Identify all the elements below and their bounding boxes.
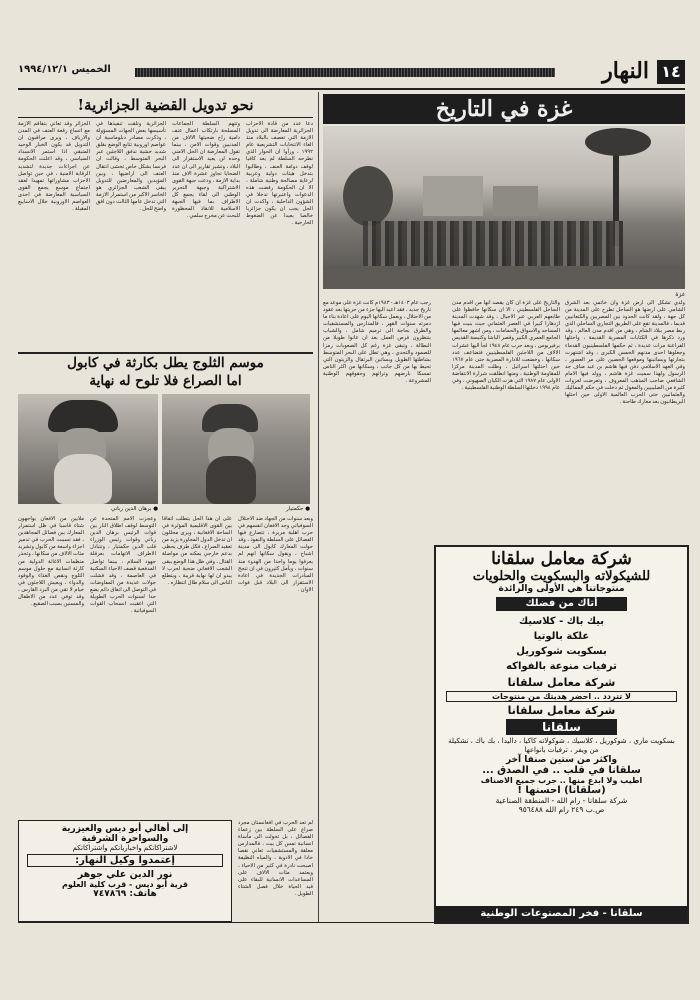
kabul-col-3: على ان هذا الحل يتطلب اتفاقا بين القوى الاقليمية المؤثرة في الساحة الافغانية ، ويرى محللون ان تدخل الدول المجاورة يزيد من تعقيد الصراع ، فكل طرف يحظى بدعم خارجي يمكنه من مواصلة القتال ، وفي ظل هذا الوضع يبقى الشعب الافغاني ضحية لحرب لا يبدو ان لها نهاية قريبة ، ويتطلع الناس الى سلام طال انتظاره . (162, 516, 232, 586)
gaza-header (323, 94, 685, 124)
gaza-col-2: والتاريخ على غزة ان كان يقصد انها من اقدم مدن الساحل الفلسطيني ، الا ان سكانها حافظوا على طابعهم العربي عبر الاجيال ، وقد شهدت المدينة ازدهارا كبيرا في العصر العثماني حيث بنيت فيها المساجد والاسواق والحمامات ، ومن اشهر معالمها الجامع العمري الكبير وقصر الباشا وكنيسة القديس برفيريوس ، وبعد حرب عام ١٩٤٨ لجأ اليها عشرات الالاف من اللاجئين الفلسطينيين فتضاعف عدد سكانها ، وخضعت للادارة المصرية حتى عام ١٩٦٧ حين احتلتها اسرائيل ، وظلت المدينة مركزا للمقاومة الوطنية ، ومنها انطلقت شرارة الانتفاضة الاولى عام ١٩٨٧ التي هزت الكيان الصهيوني ، وفي عام ١٩٩٤ دخلتها السلطة الوطنية الفلسطينية . (452, 300, 560, 392)
ad-slogan-2: (سلقانا) احسنها ! (517, 785, 606, 796)
ad-dont-hesitate: لا تتردد .. احضر هديتك من منتوجات (446, 691, 677, 702)
agent-line-2: والسواحرة الشرقية (81, 834, 169, 844)
building-2 (493, 186, 538, 216)
kabul-photo-1-caption: ● حكمتيار (286, 506, 310, 512)
agent-place: قرية أبو ديس - قرب كلية العلوم (62, 880, 188, 889)
column-divider (318, 92, 319, 922)
ad-sixty-line: واكثر من ستين صنفا آخر (505, 755, 618, 765)
palm-fronds (585, 128, 651, 156)
ad-try-line: اطيب ولا ابدع منها .. جرب جميع الاصناف (480, 776, 643, 785)
agent-line-1: إلى أهالي أبو ديس والعيزرية (61, 824, 189, 834)
ad-slogan: سلقانا في قلب .. في الصدق ... (482, 765, 641, 776)
road (323, 266, 685, 289)
agent-name: نور الدين علي جوهر (77, 869, 173, 880)
algeria-col-2: وتتهم السلطة الجماعات المسلحة بارتكاب اعمال عنف دامية راح ضحيتها الالاف من المدنيين وقوات الامن ، بينما تقول المعارضة ان الحل الامني وحده لن يعيد الاستقرار الى البلاد ، وتشير تقارير الى ان عدد الضحايا تجاوز عشرة الاف منذ بداية الازمة ، ودعت جبهة القوى الاشتراكية وجبهة التحرير الوطني الى لقاء يجمع كل الاطراف بما فيها الجبهة الاسلامية للانقاذ المحظورة للبحث عن مخرج سلمي . (172, 121, 240, 220)
algeria-col-4: الجزائر وقد تعاني بتفاقم الازمة مع اتساع رقعة العنف في المدن والارياف ، ويرى مراقبون ان التدويل قد يكون الخيار الوحيد المتبقي اذا استمر الانسداد السياسي ، وقد اعلنت الحكومة عن اجراءات جديدة لتشديد الرقابة الامنية ، في حين تواصل الاحزاب مشاوراتها تمهيدا لعقد اجتماع موسع يجمع القوى السياسية المعارضة في احدى العواصم الاوروبية خلال الاسابيع المقبلة . (18, 121, 90, 213)
ad-phone: ص.ب ٢٤٩ رام الله ٩٥٦٤٨٨ (518, 805, 605, 814)
agent-phone: هاتف: ٧٤٧٨٦٩ (93, 889, 157, 899)
ad-item-4: ترفيات منوعة بالفواكه (506, 661, 617, 672)
ad-product-list: بسكويت ماري ، شوكوريل ، كلاسيك ، شوكولاته كاكيا ، داليدا ، بك باك ، تشكيلة من ويفر ، ترفيات بانواعها (448, 737, 675, 754)
ad-banner: أتاك من فضلك (496, 597, 627, 611)
page-number: ١٤ (661, 62, 681, 81)
gaza-col-1: ولدي تشكل الى أرض غزة وان خاتمي بعد الشرق الشامي على ارضها هو الساحل تطرح على المدينة من كل جهة ، ولقد كانت الحدود بين المصريين والكنعانيين قديما ، فالمدينة تقع على الطريق التجاري الساحلي الذي ربط مصر ببلاد الشام ، وهي من اقدم مدن العالم ، وقد ورد ذكرها في الكتابات المصرية القديمة ، واحتلها الفراعنة مرات عديدة ، ثم حكمها الفلسطينيون القدماء وجعلوها احدى مدنهم الخمس الكبرى ، وقد اشتهرت بتجارتها وبساتينها وموقعها الحصين على مر العصور ، وفي العهد الاسلامي دفن فيها هاشم بن عبد مناف جد الرسول ولهذا سميت غزة هاشم ، وولد فيها الامام الشافعي صاحب المذهب المعروف ، وتعرضت لغزوات كثيرة من الصليبيين والمغول ثم دخلت في حكم المماليك والعثمانيين حتى الحرب العالمية الاولى حين احتلها البريطانيون بعد معارك طاحنة . (565, 300, 685, 406)
ad-tagline: منتوجاتنا هي الأولى والرائدة (498, 584, 625, 594)
issue-date: الخميس ١٩٩٤/١٢/١ (18, 64, 111, 75)
gaza-photo-caption: غزة (675, 291, 685, 298)
ad-company-repeat: شركة معامل سلقانا (507, 676, 616, 689)
kabul-col-5: لم تعد الحرب في افغانستان مجرد صراع على السلطة بين زعماء الفصائل ، بل تحولت الى مأساة انسانية تمس كل بيت ، فالمدارس مغلقة والمستشفيات تعاني نقصا حادا في الادوية ، والمياه النظيفة اصبحت نادرة في كثير من الاحياء ، ويعتمد مئات الالاف على المساعدات الانسانية للبقاء على قيد الحياة خلال فصل الشتاء الطويل . (238, 820, 313, 897)
ad-item-3: بسكويت شوكوريل (516, 646, 607, 657)
paper-name: النهار (602, 58, 649, 84)
agent-ad (18, 820, 232, 922)
ad-footer: سلقانا - فخر المصنوعات الوطنية (436, 906, 687, 922)
gaza-col-3: رجب عام ١٤٠٣هـ - ١٩٨٣م كانت غزة على موعد مع تاريخ جديد ، فقد اعيد اليها جزء من حريتها بعد عقود من الاحتلال ، ويعمل سكانها اليوم على اعادة بناء ما دمرته سنوات القهر ، فالمدارس والمستشفيات والطرق بحاجة الى ترميم شامل ، والشباب ينتظرون فرص العمل بعد ان عانوا طويلا من البطالة ، وتبقى غزة رغم كل الصعوبات رمزا للصمود والتحدي ، وهي تطل على البحر المتوسط بشاطئها الطويل وبساتين البرتقال والزيتون التي تحيط بها من كل جانب ، وسكانها من اكثر الناس تمسكا بارضهم وتراثهم وحقوقهم الوطنية المشروعة . (323, 300, 431, 385)
masthead-rule (18, 88, 685, 90)
building-1 (423, 176, 483, 216)
agent-line-3: لاشتراكاتكم واخبارياتكم واشتراكاتكم (72, 844, 178, 852)
beard-shape-2 (54, 454, 112, 504)
chocolate-ad (434, 545, 689, 924)
kabul-col-1: ملايين من الافغان يواجهون شتاء قاسيا في ظل استمرار المعارك بين فصائل المجاهدين ، فقد تسببت الحرب في تدمير اجزاء واسعة من كابول وتشريد مئات الالاف من سكانها ، وتحذر منظمات الاغاثة الدولية من كارثة انسانية مع حلول موسم الثلوج ونقص الغذاء والوقود والدواء ، ويعيش اللاجئون في خيام لا تقي من البرد القارس ، وقد توفي عدد من الاطفال والمسنين بسبب الصقيع . (18, 516, 84, 608)
gaza-photo (323, 126, 685, 289)
ad-item-1: بيك باك - كلاسيك (518, 616, 605, 627)
page-number-box (657, 60, 685, 84)
algeria-col-1: دعا عدد من قادة الاحزاب الجزائرية المعارضة الى تدويل الازمة التي تعصف بالبلاد منذ الغاء الانتخابات التشريعية عام ١٩٩٢ ، ورأوا ان الحوار الذي تطرحه السلطة لم يعد كافيا لوقف دوامة العنف ، وطالبوا بتدخل هيئات دولية وعربية لرعاية مصالحة وطنية شاملة ، الا ان الحكومة رفضت هذه الدعوات واعتبرتها تدخلا في الشؤون الداخلية ، واكدت ان الحل يجب ان يكون جزائريا خالصا بعيدا عن الضغوط الخارجية . (246, 121, 313, 227)
tree-left (343, 166, 393, 226)
ad-company: شركة معامل سلقانا (491, 549, 632, 569)
ad-address: شركة سلقانا - رام الله - المنطقة الصناعية (495, 796, 628, 805)
kabul-col-2: وعجزت الامم المتحدة عن التوسط لوقف اطلاق النار بين قوات الرئيس برهان الدين رباني وقوات رئيس الوزراء قلب الدين حكمتيار ، وتتبادل الاطراف الاتهامات بعرقلة جهود السلام ، بينما تواصل المدفعية قصف الاحياء السكنية في العاصمة ، وقد فشلت جولات عديدة من المفاوضات في التوصل الى اتفاق دائم يضع حدا لسنوات الحرب الطويلة التي اعقبت انسحاب القوات السوفياتية . (90, 516, 156, 615)
kabul-photo-2-caption: ● برهان الدين رباني (110, 506, 158, 512)
agent-line-4: إعتمدوا وكيل النهار: (27, 854, 223, 867)
bottom-rule (18, 922, 685, 923)
kabul-photo-1 (162, 394, 310, 504)
kabul-photo-2 (18, 394, 158, 504)
ad-product-line: للشيكولاته والبسكويت والحلويات (472, 569, 651, 584)
beard-shape (206, 456, 256, 504)
kabul-col-4: وبعد سنوات من الجهاد ضد الاحتلال السوفياتي وجد الافغان انفسهم في حرب اهلية مريرة ، تتصارع فيها الفصائل على السلطة والنفوذ ، وقد حولت المعارك كابول الى مدينة اشباح ، ويقول سكانها انهم لم يعرفوا يوما واحدا من الهدوء منذ سنوات ، ويأمل كثيرون في ان تنجح المبادرات الجديدة في اعادة الاستقرار الى البلاد قبل فوات الاوان . (238, 516, 313, 593)
gaza-headline: غزة في التاريخ (435, 96, 573, 122)
algeria-headline: نحو تدويل القضية الجزائرية! (77, 96, 254, 114)
algeria-col-3: الجزائرية وتلقت تنفيذها في تأسيسها بعض الجهات المسؤولة ، وذكرت مصادر دبلوماسية ان عواصم اوروبية تتابع الوضع بقلق شديد خشية تدفق اللاجئين عبر البحر المتوسط ، وقالت ان فرنسا بشكل خاص تخشى انتقال العنف الى اراضيها ، وبين المؤيدين والمعارضين للتدويل يبقى الشعب الجزائري هو الخاسر الاكبر من استمرار الازمة التي تدخل عامها الثالث دون افق واضح للحل . (96, 121, 166, 213)
kabul-headline-1: موسم الثلوج يطل بكارثة في كابول (67, 355, 264, 371)
ad-company-box: شركة معامل سلقانا (507, 704, 616, 717)
crowd (363, 221, 623, 271)
masthead-bar (135, 68, 555, 77)
ad-item-2: علكة بالوتيا (533, 631, 590, 642)
ad-brand-box: سلقانا (506, 719, 617, 735)
kabul-headline-2: اما الصراع فلا تلوح له نهاية (89, 373, 242, 389)
algeria-rule (18, 117, 313, 118)
masthead (18, 58, 685, 86)
